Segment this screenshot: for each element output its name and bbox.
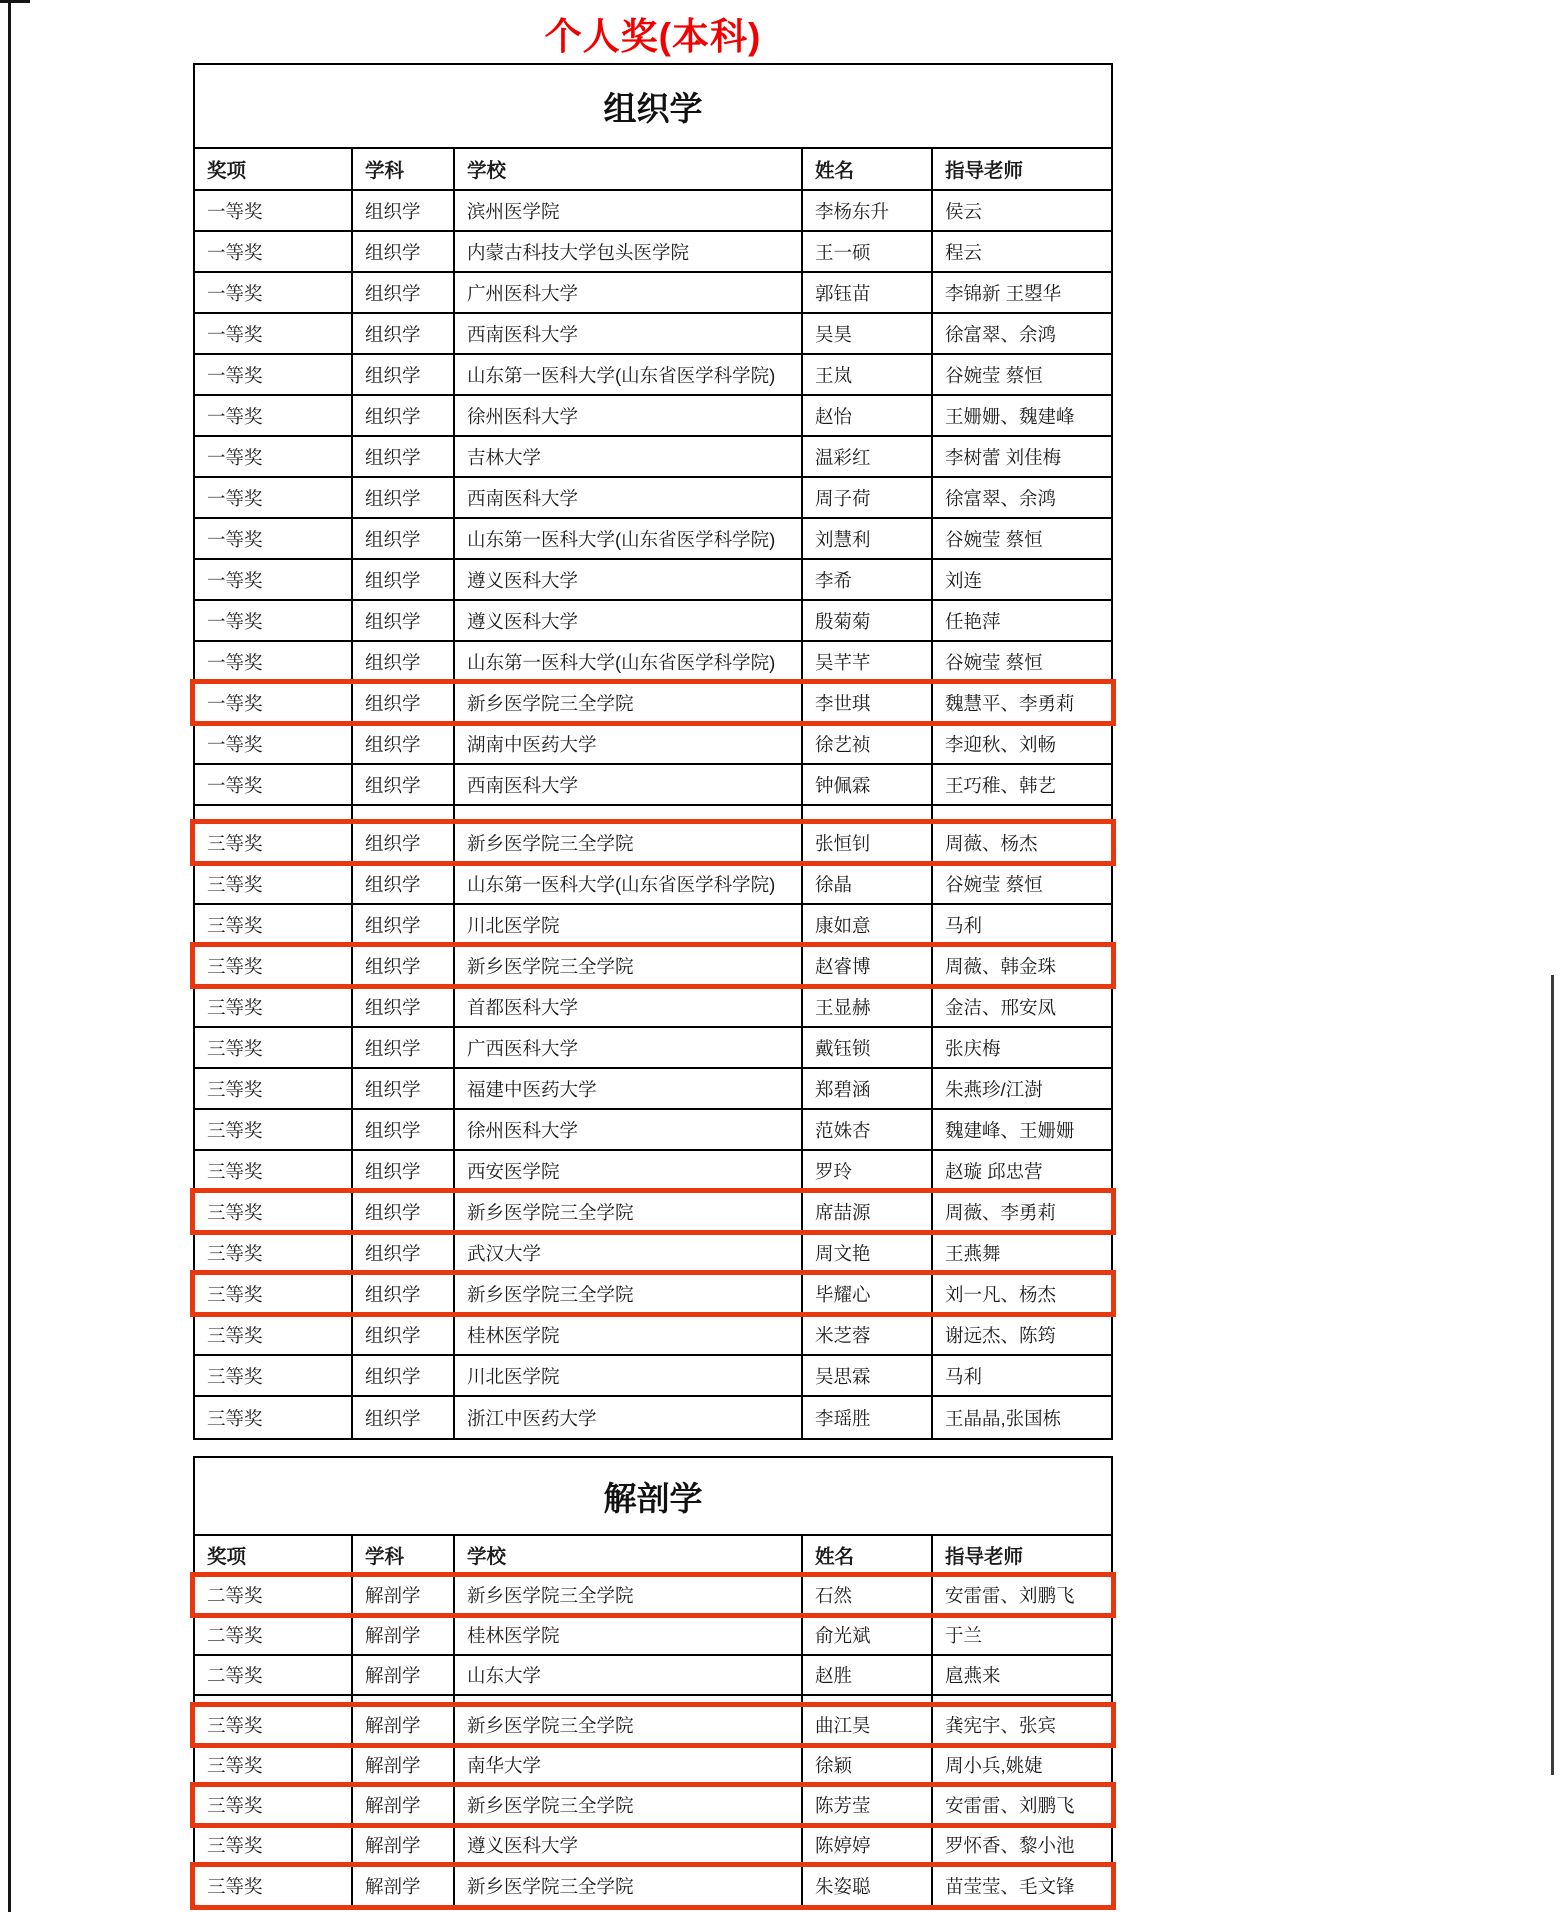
award-cell: 一等奖 [195,437,353,476]
table-row [195,1746,1111,1786]
subject-cell: 组织学 [353,987,455,1026]
subject-cell: 解剖学 [353,1866,455,1906]
name-cell: 康如意 [803,905,933,944]
table-row [195,1656,1111,1696]
subject-cell: 组织学 [353,1356,455,1395]
award-cell: 三等奖 [195,1315,353,1354]
subject-cell: 组织学 [353,191,455,230]
subject-cell: 解剖学 [353,1746,455,1784]
table-row [195,724,1111,765]
school-cell: 滨州医学院 [455,191,803,230]
subject-cell: 组织学 [353,273,455,312]
advisor-cell: 李迎秋、刘畅 [945,733,1057,755]
award-cell: 一等奖 [195,396,353,435]
award-cell: 三等奖 [195,864,353,903]
advisor-cell: 安雷雷、刘鹏飞 [945,1585,1075,1606]
advisor-cell: 周薇、杨杰 [945,832,1038,854]
subject-cell: 组织学 [353,478,455,517]
table-row [195,1397,1111,1438]
advisor-cell: 谷婉莹 蔡恒 [945,873,1043,895]
table-header-row [195,1536,1111,1576]
table-row-highlighted [195,1866,1111,1906]
name-cell: 米芝蓉 [803,1315,933,1354]
school-cell: 福建中医药大学 [455,1069,803,1108]
spacer-cell [353,1696,455,1706]
advisor-cell: 李锦新 王曌华 [945,282,1062,304]
advisor-cell: 程云 [945,241,983,263]
advisor-cell: 徐富翠、余鸿 [945,487,1057,509]
school-cell: 新乡医学院三全学院 [455,1274,803,1313]
advisor-cell: 侯云 [945,200,983,222]
award-cell: 一等奖 [195,273,353,312]
name-cell: 陈婷婷 [803,1826,933,1864]
advisor-cell: 金洁、邢安凤 [945,996,1057,1018]
spacer-cell [803,806,933,823]
school-cell: 新乡医学院三全学院 [455,946,803,985]
column-header: 学校 [455,1536,803,1574]
subject-cell: 组织学 [353,1192,455,1231]
scan-edge-top [0,0,30,3]
table-row [195,1356,1111,1397]
advisor-cell: 刘一凡、杨杰 [945,1283,1057,1305]
name-cell: 王岚 [803,355,933,394]
advisor-cell: 扈燕来 [945,1665,1001,1686]
school-cell: 内蒙古科技大学包头医学院 [455,232,803,271]
school-cell: 西安医学院 [455,1151,803,1190]
table-row [195,232,1111,273]
name-cell: 席喆源 [803,1192,933,1231]
subject-cell: 组织学 [353,823,455,862]
school-cell: 浙江中医药大学 [455,1397,803,1438]
school-cell: 西南医科大学 [455,314,803,353]
column-header: 指导老师 [945,1546,1024,1568]
award-cell: 三等奖 [195,987,353,1026]
histology-awards-table [193,63,1113,1440]
name-cell: 周子荷 [803,478,933,517]
advisor-cell: 周薇、李勇莉 [945,1201,1057,1223]
subject-cell: 组织学 [353,1110,455,1149]
table-row-highlighted [195,1576,1111,1616]
school-cell: 山东第一医科大学(山东省医学科学院) [455,642,803,681]
subject-cell: 解剖学 [353,1616,455,1654]
name-cell: 吴芊芊 [803,642,933,681]
advisor-cell: 马利 [945,914,983,936]
column-header: 奖项 [195,149,353,189]
school-cell: 徐州医科大学 [455,396,803,435]
subject-cell: 组织学 [353,1315,455,1354]
table-row [195,191,1111,232]
subject-cell: 组织学 [353,946,455,985]
table-row [195,396,1111,437]
spacer-cell [933,1696,1111,1706]
award-cell: 一等奖 [195,478,353,517]
spacer-cell [803,1696,933,1706]
award-cell: 一等奖 [195,601,353,640]
award-cell: 三等奖 [195,1866,353,1906]
award-cell: 三等奖 [195,1706,353,1744]
school-cell: 西南医科大学 [455,765,803,804]
name-cell: 李瑶胜 [803,1397,933,1438]
table-row [195,1069,1111,1110]
subject-cell: 组织学 [353,724,455,763]
name-cell: 刘慧利 [803,519,933,558]
advisor-cell: 马利 [945,1365,983,1387]
award-cell: 三等奖 [195,823,353,862]
table-row [195,1233,1111,1274]
award-cell: 一等奖 [195,355,353,394]
subject-cell: 组织学 [353,1069,455,1108]
advisor-cell: 安雷雷、刘鹏飞 [945,1795,1075,1816]
name-cell: 王显赫 [803,987,933,1026]
column-header: 奖项 [195,1536,353,1574]
school-cell: 徐州医科大学 [455,1110,803,1149]
name-cell: 温彩红 [803,437,933,476]
table-row-highlighted [195,1192,1111,1233]
award-cell: 二等奖 [195,1576,353,1614]
school-cell: 吉林大学 [455,437,803,476]
subject-cell: 组织学 [353,905,455,944]
page-break-spacer-row [195,806,1111,823]
school-cell: 山东第一医科大学(山东省医学科学院) [455,519,803,558]
award-cell: 三等奖 [195,1356,353,1395]
school-cell: 新乡医学院三全学院 [455,823,803,862]
column-header: 学科 [353,149,455,189]
name-cell: 徐颖 [803,1746,933,1784]
subject-cell: 组织学 [353,437,455,476]
table-row [195,560,1111,601]
subject-cell: 组织学 [353,1233,455,1272]
table-row [195,1826,1111,1866]
award-cell: 三等奖 [195,1028,353,1067]
subject-cell: 组织学 [353,519,455,558]
table-row [195,1151,1111,1192]
scan-edge-right [1551,975,1554,1775]
award-cell: 一等奖 [195,560,353,599]
advisor-cell: 王燕舞 [945,1242,1001,1264]
school-cell: 广州医科大学 [455,273,803,312]
subject-cell: 组织学 [353,1274,455,1313]
award-cell: 二等奖 [195,1616,353,1654]
table-row [195,987,1111,1028]
advisor-cell: 王巧稚、韩艺 [945,774,1057,796]
name-cell: 戴钰锁 [803,1028,933,1067]
subject-cell: 组织学 [353,1397,455,1438]
table-row [195,1616,1111,1656]
table-row-highlighted [195,683,1111,724]
table-row [195,1028,1111,1069]
subject-cell: 组织学 [353,642,455,681]
advisor-cell: 谷婉莹 蔡恒 [945,364,1043,386]
table-row-highlighted [195,1706,1111,1746]
name-cell: 郑碧涵 [803,1069,933,1108]
school-cell: 桂林医学院 [455,1315,803,1354]
column-header: 学科 [353,1536,455,1574]
table-row [195,642,1111,683]
spacer-cell [455,806,803,823]
table-row [195,601,1111,642]
advisor-cell: 周薇、韩金珠 [945,955,1057,977]
name-cell: 赵胜 [803,1656,933,1694]
school-cell: 新乡医学院三全学院 [455,1866,803,1906]
subject-cell: 解剖学 [353,1786,455,1824]
award-cell: 三等奖 [195,1274,353,1313]
advisor-cell: 赵璇 邱忠营 [945,1160,1043,1182]
subject-cell: 组织学 [353,560,455,599]
school-cell: 遵义医科大学 [455,601,803,640]
page-break-spacer-row [195,1696,1111,1706]
school-cell: 南华大学 [455,1746,803,1784]
advisor-cell: 周小兵,姚婕 [945,1755,1043,1776]
anatomy-awards-table [193,1456,1113,1908]
school-cell: 山东第一医科大学(山东省医学科学院) [455,864,803,903]
name-cell: 赵怡 [803,396,933,435]
table-row [195,864,1111,905]
name-cell: 徐艺祯 [803,724,933,763]
spacer-cell [933,806,1111,823]
table-row [195,1315,1111,1356]
award-cell: 一等奖 [195,642,353,681]
award-cell: 三等奖 [195,1151,353,1190]
name-cell: 张恒钊 [803,823,933,862]
table-row-highlighted [195,1274,1111,1315]
advisor-cell: 魏建峰、王姗姗 [945,1119,1075,1141]
name-cell: 王一硕 [803,232,933,271]
advisor-cell: 谷婉莹 蔡恒 [945,651,1043,673]
school-cell: 湖南中医药大学 [455,724,803,763]
scan-edge-left [8,0,11,1912]
school-cell: 山东第一医科大学(山东省医学科学院) [455,355,803,394]
name-cell: 吴昊 [803,314,933,353]
school-cell: 山东大学 [455,1656,803,1694]
advisor-cell: 于兰 [945,1625,983,1646]
advisor-cell: 苗莹莹、毛文锋 [945,1876,1075,1897]
advisor-cell: 罗怀香、黎小池 [945,1835,1075,1856]
advisor-cell: 魏慧平、李勇莉 [945,692,1075,714]
name-cell: 朱姿聪 [803,1866,933,1906]
school-cell: 新乡医学院三全学院 [455,1192,803,1231]
advisor-cell: 李树蕾 刘佳梅 [945,446,1062,468]
table-body [195,191,1111,1438]
school-cell: 川北医学院 [455,1356,803,1395]
table-row-highlighted [195,1786,1111,1826]
table-row [195,437,1111,478]
award-cell: 三等奖 [195,905,353,944]
name-cell: 李世琪 [803,683,933,722]
school-cell: 西南医科大学 [455,478,803,517]
page-title: 个人奖(本科) [544,16,762,57]
subject-cell: 组织学 [353,396,455,435]
award-cell: 三等奖 [195,946,353,985]
name-cell: 赵睿博 [803,946,933,985]
name-cell: 李希 [803,560,933,599]
award-cell: 一等奖 [195,314,353,353]
school-cell: 新乡医学院三全学院 [455,683,803,722]
name-cell: 钟佩霖 [803,765,933,804]
subject-cell: 组织学 [353,232,455,271]
school-cell: 遵义医科大学 [455,1826,803,1864]
school-cell: 川北医学院 [455,905,803,944]
award-cell: 一等奖 [195,724,353,763]
subject-cell: 解剖学 [353,1826,455,1864]
advisor-cell: 王姗姗、魏建峰 [945,405,1075,427]
name-cell: 徐晶 [803,864,933,903]
table-row [195,905,1111,946]
award-cell: 一等奖 [195,683,353,722]
subject-cell: 解剖学 [353,1706,455,1744]
school-cell: 遵义医科大学 [455,560,803,599]
table-row [195,765,1111,806]
name-cell: 吴思霖 [803,1356,933,1395]
table-row [195,314,1111,355]
subject-cell: 组织学 [353,314,455,353]
subject-cell: 解剖学 [353,1576,455,1614]
award-cell: 三等奖 [195,1233,353,1272]
column-header: 指导老师 [945,160,1024,182]
advisor-cell: 刘连 [945,569,983,591]
school-cell: 新乡医学院三全学院 [455,1786,803,1824]
spacer-cell [195,806,353,823]
table-row [195,478,1111,519]
subject-cell: 组织学 [353,864,455,903]
award-cell: 一等奖 [195,519,353,558]
subject-cell: 组织学 [353,355,455,394]
spacer-cell [455,1696,803,1706]
name-cell: 陈芳莹 [803,1786,933,1824]
advisor-cell: 徐富翠、余鸿 [945,323,1057,345]
award-cell: 一等奖 [195,232,353,271]
school-cell: 广西医科大学 [455,1028,803,1067]
award-cell: 三等奖 [195,1397,353,1438]
table-row [195,519,1111,560]
award-cell: 三等奖 [195,1786,353,1824]
table-title-anatomy: 解剖学 [195,1458,1111,1536]
subject-cell: 解剖学 [353,1656,455,1694]
award-cell: 二等奖 [195,1656,353,1694]
table-row [195,1110,1111,1151]
table-row [195,355,1111,396]
name-cell: 罗玲 [803,1151,933,1190]
name-cell: 石然 [803,1576,933,1614]
award-cell: 一等奖 [195,765,353,804]
spacer-cell [353,806,455,823]
advisor-cell: 龚宪宇、张宾 [945,1715,1057,1736]
column-header: 学校 [455,149,803,189]
subject-cell: 组织学 [353,683,455,722]
school-cell: 新乡医学院三全学院 [455,1576,803,1614]
advisor-cell: 张庆梅 [945,1037,1001,1059]
name-cell: 周文艳 [803,1233,933,1272]
table-title-histology: 组织学 [195,65,1111,149]
award-cell: 三等奖 [195,1192,353,1231]
table-body [195,1576,1111,1906]
name-cell: 郭钰苗 [803,273,933,312]
advisor-cell: 朱燕珍/江澍 [945,1078,1043,1100]
school-cell: 武汉大学 [455,1233,803,1272]
table-header-row [195,149,1111,191]
spacer-cell [195,1696,353,1706]
school-cell: 新乡医学院三全学院 [455,1706,803,1744]
award-cell: 三等奖 [195,1069,353,1108]
table-row-highlighted [195,946,1111,987]
name-cell: 毕耀心 [803,1274,933,1313]
advisor-cell: 王晶晶,张国栋 [945,1407,1062,1429]
table-row-highlighted [195,823,1111,864]
school-cell: 桂林医学院 [455,1616,803,1654]
column-header: 姓名 [803,149,933,189]
column-header: 姓名 [803,1536,933,1574]
subject-cell: 组织学 [353,601,455,640]
advisor-cell: 谢远杰、陈筠 [945,1324,1057,1346]
subject-cell: 组织学 [353,765,455,804]
table-row [195,273,1111,314]
award-cell: 三等奖 [195,1746,353,1784]
award-cell: 一等奖 [195,191,353,230]
advisor-cell: 谷婉莹 蔡恒 [945,528,1043,550]
school-cell: 首都医科大学 [455,987,803,1026]
award-cell: 三等奖 [195,1826,353,1864]
name-cell: 殷菊菊 [803,601,933,640]
advisor-cell: 任艳萍 [945,610,1001,632]
name-cell: 范姝杏 [803,1110,933,1149]
name-cell: 李杨东升 [803,191,933,230]
subject-cell: 组织学 [353,1151,455,1190]
award-cell: 三等奖 [195,1110,353,1149]
name-cell: 曲江昊 [803,1706,933,1744]
name-cell: 俞光斌 [803,1616,933,1654]
subject-cell: 组织学 [353,1028,455,1067]
